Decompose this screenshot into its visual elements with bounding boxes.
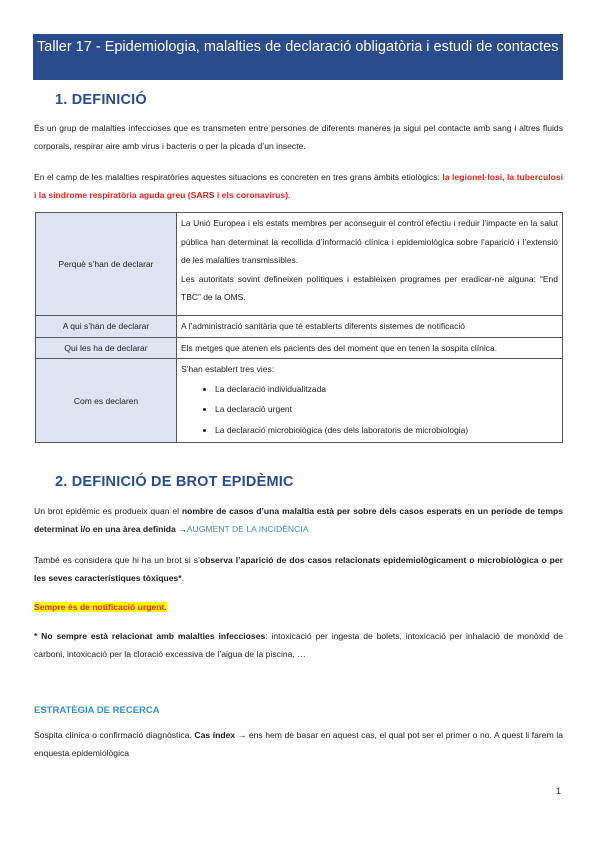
table-row — [36, 337, 563, 359]
footnote-non-infectious: * No sempre està relacionat amb malalties infeccioses: intoxicació per ingesta de bolets, intoxicació per inhalació de monòxid de carboni, intoxicació per la cloració excessiva de l’aigua de la piscina, … — [34, 631, 563, 659]
table-row — [36, 359, 563, 443]
section-heading-brot: 2. DEFINICIÓ DE BROT EPIDÈMIC — [55, 474, 294, 490]
document-title: Taller 17 - Epidemiologia, malalties de declaració obligatòria i estudi de contactes — [33, 34, 563, 80]
incidence-note: AUGMENT DE LA INCIDÈNCIA — [186, 524, 309, 534]
urgent-notice: Sempre és de notificació urgent. — [34, 602, 167, 612]
list-item: • La declaració urgent — [215, 399, 558, 420]
table-answer: La Unió Europea i els estats membres per aconseguir el control efectiu i reduir l’impacte en la salut pública han determinat la recollida d’informació clínica i epidemiològica sobre l’aparició i l’extensió de les malalties transmissibles. Les autoritats sovint defineixen polítiques i estableixen programes per eradicar-ne alguna: “End TBC” de la OMS. — [177, 213, 563, 316]
paragraph-definition: És un grup de malalties infeccioses que es transmeten entre persones de diferents maneres ja sigui pel contacte amb sang i altres fluids corporals, respirar aire amb virus i bacteris o per la picada d’un insecte. — [34, 123, 563, 151]
declaration-methods-list — [181, 379, 558, 441]
section-heading-definicio: 1. DEFINICIÓ — [55, 92, 147, 108]
paragraph-outbreak-extra: També es considera que hi ha un brot si s’observa l’aparició de dos casos relacionats epidemiològicament o microbiològica o per les seves característiques tòxiques*. — [34, 555, 563, 583]
table-row — [36, 213, 563, 316]
table-question: Perquè s’han de declarar — [36, 213, 177, 316]
list-item: • La declaració individualitzada — [215, 379, 558, 400]
paragraph-strategy: Sospita clínica o confirmació diagnòstica. Cas índex → ens hem de basar en aquest cas, el qual pot ser el primer o no. A quest li farem la enquesta epidemiològica — [34, 730, 563, 758]
page-number: 1 — [556, 786, 562, 796]
highlight-etiologies: la legionel·losi, la tuberculosi i la síndrome respiratòria aguda greu (SARS i els coronavirus) — [34, 172, 563, 200]
paragraph-outbreak-definition: Un brot epidèmic es produeix quan el nombre de casos d’una malaltia està per sobre dels casos esperats en un període de temps determinat i/o en una àrea definida →AUGMENT DE LA INCIDÈNCIA — [34, 506, 563, 534]
table-question: A qui s’han de declarar — [36, 316, 177, 338]
paragraph-respiratory: En el camp de les malalties respiratòries aquestes situacions es concreten en tres grans àmbits etiològics: la legionel·losi, la tuberculosi i la síndrome respiratòria aguda greu (SARS i els coronavirus). — [34, 172, 563, 200]
table-row — [36, 316, 563, 338]
table-answer: A l’administració sanitària que té establerts diferents sistemes de notificació — [177, 316, 563, 338]
table-answer: S’han establert tres vies: • La declaració individualitzada • La declaració urgent • La declaració microbiològica (des dels laboratoris de microbiologia) — [177, 359, 563, 443]
table-question: Qui les ha de declarar — [36, 337, 177, 359]
list-item: • La declaració microbiològica (des dels laboratoris de microbiologia) — [215, 420, 558, 441]
strategy-heading: ESTRATÈGIA DE RECERCA — [34, 705, 160, 716]
table-question: Com es declaren — [36, 359, 177, 443]
declaration-table — [35, 212, 563, 443]
table-answer: Els metges que atenen els pacients des del moment que en tenen la sospita clínica. — [177, 337, 563, 359]
